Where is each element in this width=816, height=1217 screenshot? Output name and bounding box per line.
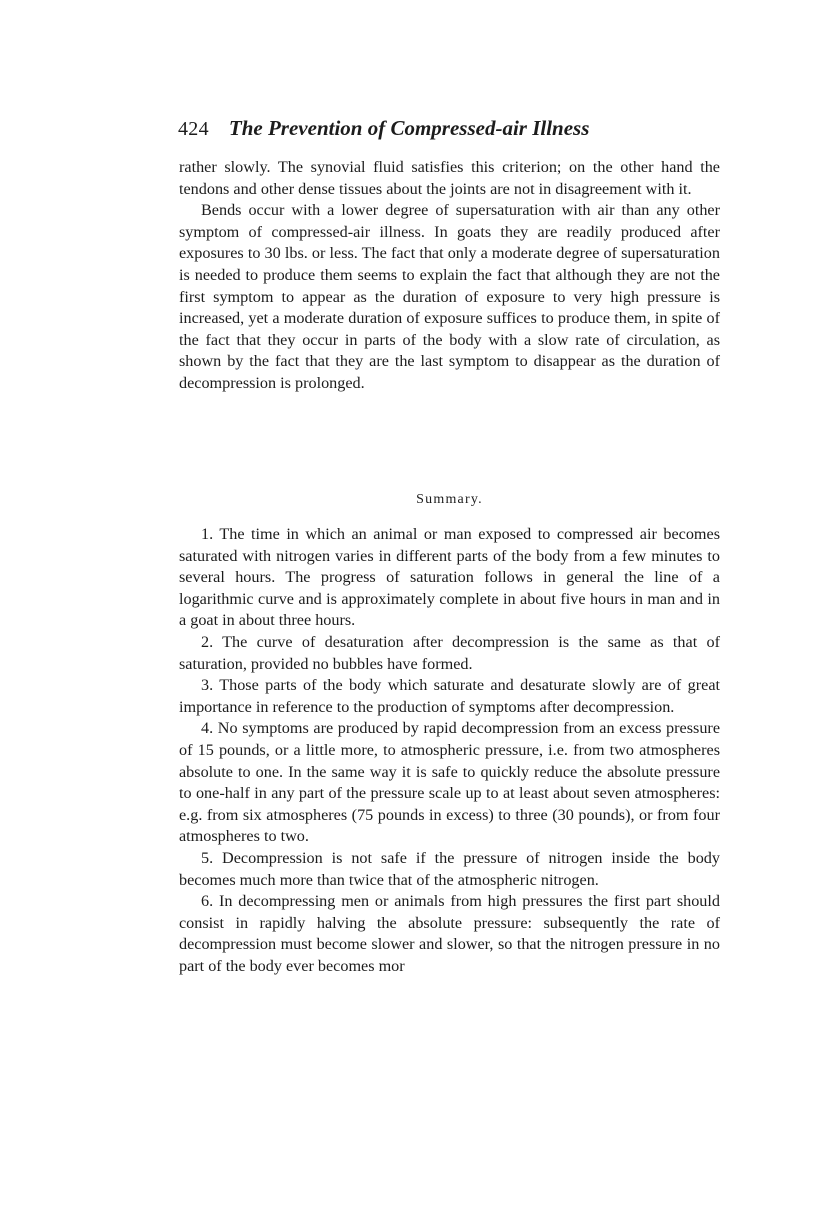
summary-item: 4. No symptoms are produced by rapid decompression from an excess pressure of 15 pounds, or a little more, to atmospheric pressure, i.e. from two atmospheres absolute to one. In the same way it is safe to quickly reduce the absolute pressure to one-half in any part of the pressure scale up to at least about seven atmospheres: e.g. from six atmospheres (75 pounds in excess) to three (30 pounds), or from four atmospheres to two. — [179, 719, 720, 846]
running-header — [178, 116, 658, 141]
summary-item: 2. The curve of desaturation after decompression is the same as that of saturation, provided no bubbles have formed. — [179, 632, 720, 673]
summary-item: 3. Those parts of the body which saturate and desaturate slowly are of great importance in reference to the production of symptoms after decompression. — [179, 676, 720, 716]
running-title: The Prevention of Compressed-air Illness — [228, 116, 590, 140]
page-number: 424 — [178, 118, 209, 140]
paragraph: rather slowly. The synovial fluid satisfies this criterion; on the other hand the tendons and other dense tissues about the joints are not in disagreement with it. — [179, 158, 720, 198]
paragraph: Bends occur with a lower degree of supersaturation with air than any other symptom of compressed-air illness. In goats they are readily produced after exposures to 30 lbs. or less. The fact that only a moderate degree of supersaturation is needed to produce them seems to explain the fact that although they are not the first symptom to appear as the duration of exposure to very high pressure is increased, yet a moderate duration of exposure suffices to produce them, in spite of the fact that they occur in parts of the body with a slow rate of circulation, as shown by the fact that they are the last symptom to disappear as the duration of decompression is prolonged. — [179, 201, 720, 392]
intro-text — [179, 157, 720, 395]
summary-item: 6. In decompressing men or animals from high pressures the first part should consist in rapidly halving the absolute pressure: subsequently the rate of decompression must become slower and slower, so that the nitrogen pressure in no part of the body ever becomes mor — [179, 892, 720, 975]
summary-list — [179, 524, 720, 977]
section-heading: Summary. — [416, 492, 483, 507]
summary-item: 5. Decompression is not safe if the pressure of nitrogen inside the body becomes much more than twice that of the atmospheric nitrogen. — [179, 848, 720, 889]
summary-item: 1. The time in which an animal or man exposed to compressed air becomes saturated with nitrogen varies in different parts of the body from a few minutes to several hours. The progress of saturation follows in general the line of a logarithmic curve and is approximately complete in about five hours in man and in a goat in about three hours. — [179, 525, 720, 630]
